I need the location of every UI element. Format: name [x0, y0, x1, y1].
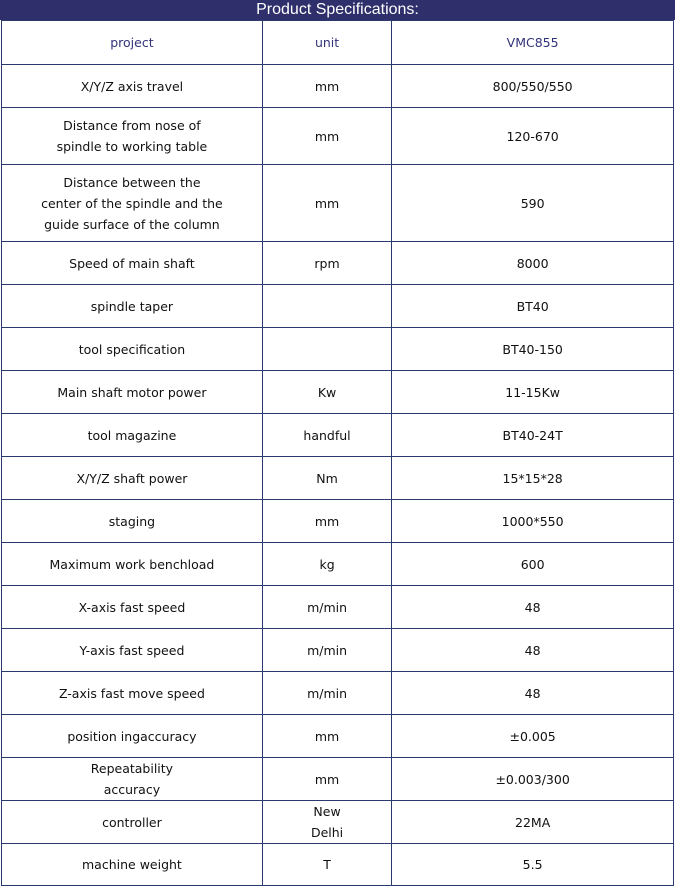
unit-text-line: Delhi — [310, 825, 344, 840]
cell-unit — [262, 844, 391, 886]
cell-project — [2, 371, 263, 414]
cell-unit — [262, 242, 391, 285]
cell-unit — [262, 801, 391, 844]
table-row — [2, 457, 674, 500]
project-text-line: Z-axis fast move speed — [58, 685, 205, 701]
table-row — [2, 586, 674, 629]
cell-unit — [262, 758, 391, 801]
cell-unit — [262, 629, 391, 672]
project-text-line: tool specification — [78, 341, 186, 357]
cell-value: 11-15Kw — [392, 371, 674, 414]
table-row — [2, 242, 674, 285]
header-row — [2, 21, 674, 65]
cell-value: BT40-150 — [392, 328, 674, 371]
project-text-line: machine weight — [82, 857, 182, 872]
cell-value: 120-670 — [392, 108, 674, 165]
cell-unit — [262, 165, 391, 242]
unit-text-line: mm — [314, 78, 340, 94]
cell-unit — [262, 672, 391, 715]
cell-project — [2, 543, 263, 586]
page-title: Product Specifications: — [0, 0, 675, 20]
cell-unit — [262, 543, 391, 586]
cell-value: 1000*550 — [392, 500, 674, 543]
project-text-line: Repeatability — [90, 761, 174, 776]
unit-text-line: m/min — [307, 685, 348, 701]
unit-text-line: m/min — [307, 642, 348, 658]
cell-value: 22MA — [392, 801, 674, 844]
unit-text-line: Nm — [316, 470, 338, 486]
cell-value: ±0.003/300 — [392, 758, 674, 801]
spec-table — [1, 20, 674, 886]
table-row — [2, 801, 674, 844]
project-text-line: accuracy — [103, 782, 161, 797]
cell-project — [2, 500, 263, 543]
cell-unit — [262, 328, 391, 371]
cell-project — [2, 629, 263, 672]
cell-project — [2, 844, 263, 886]
cell-project — [2, 285, 263, 328]
cell-project — [2, 65, 263, 108]
table-row — [2, 500, 674, 543]
table-row — [2, 758, 674, 801]
unit-text-line: New — [313, 804, 341, 819]
project-text-line: Y-axis fast speed — [79, 642, 185, 658]
cell-project — [2, 457, 263, 500]
table-row — [2, 844, 674, 886]
cell-project — [2, 414, 263, 457]
cell-value: ±0.005 — [392, 715, 674, 758]
table-row — [2, 165, 674, 242]
cell-project — [2, 586, 263, 629]
cell-value: 15*15*28 — [392, 457, 674, 500]
cell-unit — [262, 285, 391, 328]
unit-text-line: mm — [314, 128, 340, 144]
cell-value: 8000 — [392, 242, 674, 285]
project-text-line: X/Y/Z shaft power — [76, 470, 188, 486]
cell-value: 5.5 — [392, 844, 674, 886]
table-row — [2, 108, 674, 165]
cell-project — [2, 165, 263, 242]
table-row — [2, 285, 674, 328]
table-row — [2, 371, 674, 414]
unit-text-line: Kw — [317, 384, 337, 400]
project-text-line: staging — [108, 513, 156, 529]
cell-unit — [262, 586, 391, 629]
column-header-unit: unit — [262, 21, 391, 65]
unit-text-line: T — [323, 857, 331, 872]
spec-table-body — [2, 65, 674, 886]
cell-project — [2, 715, 263, 758]
table-row — [2, 715, 674, 758]
project-text-line: center of the spindle and the — [41, 195, 223, 211]
cell-value: 48 — [392, 629, 674, 672]
project-text-line: X-axis fast speed — [78, 599, 186, 615]
cell-unit — [262, 65, 391, 108]
cell-unit — [262, 500, 391, 543]
project-text-line: Distance between the — [63, 174, 201, 190]
project-text-line: spindle to working table — [56, 139, 208, 154]
cell-value: BT40 — [392, 285, 674, 328]
table-row — [2, 629, 674, 672]
unit-text-line: mm — [314, 771, 340, 787]
table-row — [2, 543, 674, 586]
cell-project — [2, 672, 263, 715]
cell-value: 590 — [392, 165, 674, 242]
cell-value: 600 — [392, 543, 674, 586]
unit-text-line: mm — [314, 513, 340, 529]
cell-value: 48 — [392, 586, 674, 629]
project-text-line: Main shaft motor power — [57, 384, 207, 400]
unit-text-line: mm — [314, 728, 340, 744]
cell-project — [2, 242, 263, 285]
unit-text-line: handful — [303, 427, 351, 443]
cell-unit — [262, 371, 391, 414]
column-header-project: project — [2, 21, 263, 65]
cell-value: BT40-24T — [392, 414, 674, 457]
project-text-line: spindle taper — [90, 298, 174, 314]
unit-text-line: rpm — [314, 255, 340, 271]
unit-text-line: kg — [319, 556, 335, 572]
project-text-line: guide surface of the column — [44, 216, 220, 232]
project-text-line: tool magazine — [87, 427, 177, 443]
cell-value: 800/550/550 — [392, 65, 674, 108]
cell-unit — [262, 108, 391, 165]
column-header-model: VMC855 — [392, 21, 674, 65]
project-text-line: Speed of main shaft — [69, 255, 195, 271]
cell-project — [2, 801, 263, 844]
project-text-line: position ingaccuracy — [67, 728, 197, 744]
cell-unit — [262, 715, 391, 758]
cell-project — [2, 758, 263, 801]
table-row — [2, 328, 674, 371]
cell-unit — [262, 457, 391, 500]
unit-text-line: mm — [314, 195, 340, 211]
project-text-line: Distance from nose of — [63, 118, 201, 133]
cell-unit — [262, 414, 391, 457]
table-row — [2, 414, 674, 457]
project-text-line: controller — [102, 814, 162, 830]
cell-project — [2, 328, 263, 371]
table-row — [2, 65, 674, 108]
unit-text-line: m/min — [307, 599, 348, 615]
project-text-line: X/Y/Z axis travel — [80, 78, 184, 94]
cell-value: 48 — [392, 672, 674, 715]
cell-project — [2, 108, 263, 165]
project-text-line: Maximum work benchload — [49, 556, 215, 572]
table-row — [2, 672, 674, 715]
